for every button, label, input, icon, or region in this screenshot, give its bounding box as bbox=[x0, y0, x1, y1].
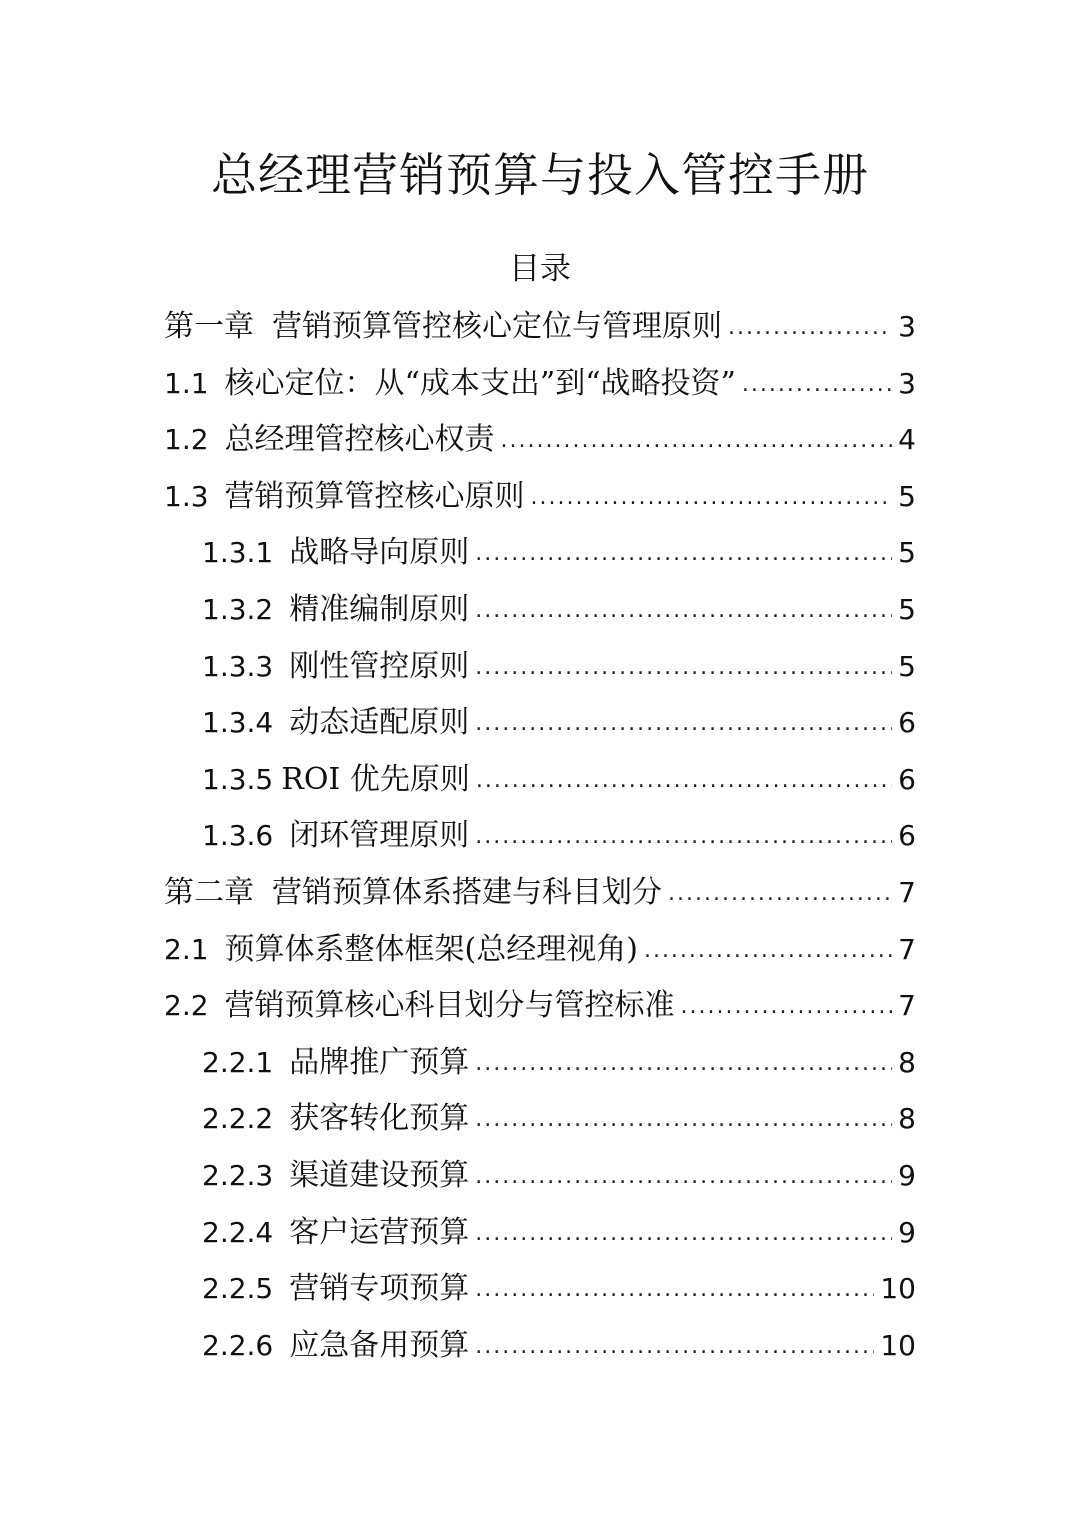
toc-entry-title: 精准编制原则 bbox=[289, 591, 470, 627]
toc-entry-title: 刚性管控原则 bbox=[289, 648, 470, 684]
toc-entry-2-2-2[interactable] bbox=[164, 1094, 916, 1151]
toc-entry-number: 1.3.2 bbox=[202, 592, 274, 626]
toc-leader-dots bbox=[644, 926, 892, 976]
toc-heading: 目录 bbox=[509, 251, 571, 287]
toc-entry-number: 1.3.6 bbox=[202, 819, 274, 853]
toc-leader-dots bbox=[681, 982, 893, 1032]
toc-entry-number: 2.1 bbox=[164, 932, 209, 966]
toc-leader-dots bbox=[475, 586, 892, 636]
toc-entry-page: 10 bbox=[880, 1328, 916, 1362]
toc-entry-page: 7 bbox=[898, 932, 916, 966]
toc-entry-1-3-1[interactable] bbox=[164, 528, 916, 585]
toc-entry-title: 营销预算管控核心原则 bbox=[224, 478, 525, 514]
toc-entry-title: 战略导向原则 bbox=[289, 535, 470, 571]
toc-leader-dots bbox=[475, 1265, 874, 1315]
toc-entry-page: 7 bbox=[898, 875, 916, 909]
table-of-contents bbox=[164, 302, 916, 1377]
toc-entry-title: 营销预算体系搭建与科目划分 bbox=[272, 874, 662, 910]
toc-entry-1-1[interactable] bbox=[164, 359, 916, 416]
toc-entry-number: 2.2.4 bbox=[202, 1215, 274, 1249]
toc-entry-2-2-1[interactable] bbox=[164, 1038, 916, 1095]
toc-entry-2-2[interactable] bbox=[164, 981, 916, 1038]
toc-entry-title: 应急备用预算 bbox=[289, 1327, 470, 1363]
toc-leader-dots bbox=[475, 812, 892, 862]
toc-entry-page: 6 bbox=[898, 819, 916, 853]
toc-entry-number: 2.2.2 bbox=[202, 1102, 274, 1136]
toc-entry-page: 8 bbox=[898, 1102, 916, 1136]
toc-leader-dots bbox=[475, 1039, 892, 1089]
toc-entry-title: 客户运营预算 bbox=[289, 1214, 470, 1250]
toc-entry-number: 1.3.4 bbox=[202, 706, 274, 740]
toc-entry-number: 2.2.5 bbox=[202, 1272, 274, 1306]
toc-entry-chapter-2[interactable] bbox=[164, 868, 916, 925]
toc-entry-page: 5 bbox=[898, 649, 916, 683]
toc-entry-1-2[interactable] bbox=[164, 415, 916, 472]
toc-entry-2-2-5[interactable] bbox=[164, 1264, 916, 1321]
toc-entry-title: 闭环管理原则 bbox=[289, 818, 470, 854]
toc-entry-number: 1.3.5 bbox=[202, 762, 274, 796]
toc-entry-number: 第一章 bbox=[164, 309, 254, 344]
toc-leader-dots bbox=[475, 643, 892, 693]
toc-entry-1-3[interactable] bbox=[164, 472, 916, 529]
toc-entry-number: 1.3.3 bbox=[202, 649, 274, 683]
toc-entry-number: 2.2.1 bbox=[202, 1045, 274, 1079]
toc-entry-page: 6 bbox=[898, 706, 916, 740]
toc-entry-page: 9 bbox=[898, 1158, 916, 1192]
toc-entry-1-3-6[interactable] bbox=[164, 811, 916, 868]
toc-entry-page: 10 bbox=[880, 1272, 916, 1306]
toc-entry-title: 渠道建设预算 bbox=[289, 1157, 470, 1193]
toc-entry-2-2-6[interactable] bbox=[164, 1321, 916, 1378]
toc-entry-title: 营销预算核心科目划分与管控标准 bbox=[224, 988, 675, 1024]
toc-entry-number: 1.2 bbox=[164, 423, 209, 457]
toc-entry-1-3-2[interactable] bbox=[164, 585, 916, 642]
toc-entry-number: 1.1 bbox=[164, 366, 209, 400]
toc-leader-dots bbox=[475, 1322, 874, 1372]
toc-entry-title: 总经理管控核心权责 bbox=[224, 422, 495, 458]
toc-entry-title: ROI 优先原则 bbox=[281, 761, 470, 797]
toc-entry-page: 5 bbox=[898, 479, 916, 513]
toc-leader-dots bbox=[476, 756, 892, 806]
toc-leader-dots bbox=[742, 360, 892, 410]
toc-entry-number: 第二章 bbox=[164, 874, 254, 910]
toc-entry-title: 核心定位：从“成本支出”到“战略投资” bbox=[224, 365, 736, 401]
toc-entry-page: 5 bbox=[898, 536, 916, 570]
toc-entry-number: 1.3.1 bbox=[202, 536, 274, 570]
toc-leader-dots bbox=[475, 699, 892, 749]
toc-leader-dots bbox=[475, 1209, 892, 1259]
toc-entry-number: 2.2.3 bbox=[202, 1158, 274, 1192]
toc-entry-page: 5 bbox=[898, 592, 916, 626]
toc-entry-title: 营销专项预算 bbox=[289, 1271, 470, 1307]
toc-entry-number: 1.3 bbox=[164, 479, 209, 513]
toc-entry-page: 9 bbox=[898, 1215, 916, 1249]
toc-entry-1-3-4[interactable] bbox=[164, 698, 916, 755]
toc-leader-dots bbox=[475, 1152, 892, 1202]
toc-entry-title: 预算体系整体框架(总经理视角) bbox=[224, 931, 638, 967]
toc-entry-title: 营销预算管控核心定位与管理原则 bbox=[272, 309, 722, 344]
toc-entry-chapter-1[interactable] bbox=[164, 302, 916, 359]
toc-entry-2-2-3[interactable] bbox=[164, 1151, 916, 1208]
toc-entry-page: 8 bbox=[898, 1045, 916, 1079]
toc-entry-page: 4 bbox=[898, 423, 916, 457]
toc-entry-number: 2.2 bbox=[164, 989, 209, 1023]
toc-leader-dots bbox=[501, 416, 893, 466]
toc-entry-page: 3 bbox=[898, 366, 916, 400]
toc-leader-dots bbox=[475, 1095, 892, 1145]
toc-entry-number: 2.2.6 bbox=[202, 1328, 274, 1362]
toc-entry-page: 7 bbox=[898, 989, 916, 1023]
toc-leader-dots bbox=[668, 869, 892, 919]
toc-leader-dots bbox=[475, 529, 892, 579]
toc-leader-dots bbox=[531, 473, 893, 523]
toc-entry-1-3-3[interactable] bbox=[164, 642, 916, 699]
toc-entry-2-2-4[interactable] bbox=[164, 1208, 916, 1265]
toc-entry-title: 品牌推广预算 bbox=[289, 1044, 470, 1080]
document-title: 总经理营销预算与投入管控手册 bbox=[211, 148, 869, 202]
toc-entry-2-1[interactable] bbox=[164, 925, 916, 982]
toc-entry-1-3-5[interactable] bbox=[164, 755, 916, 812]
toc-leader-dots bbox=[728, 303, 892, 353]
toc-entry-page: 3 bbox=[898, 310, 916, 343]
toc-entry-title: 动态适配原则 bbox=[289, 705, 470, 741]
toc-entry-page: 6 bbox=[898, 762, 916, 796]
toc-entry-title: 获客转化预算 bbox=[289, 1101, 470, 1137]
